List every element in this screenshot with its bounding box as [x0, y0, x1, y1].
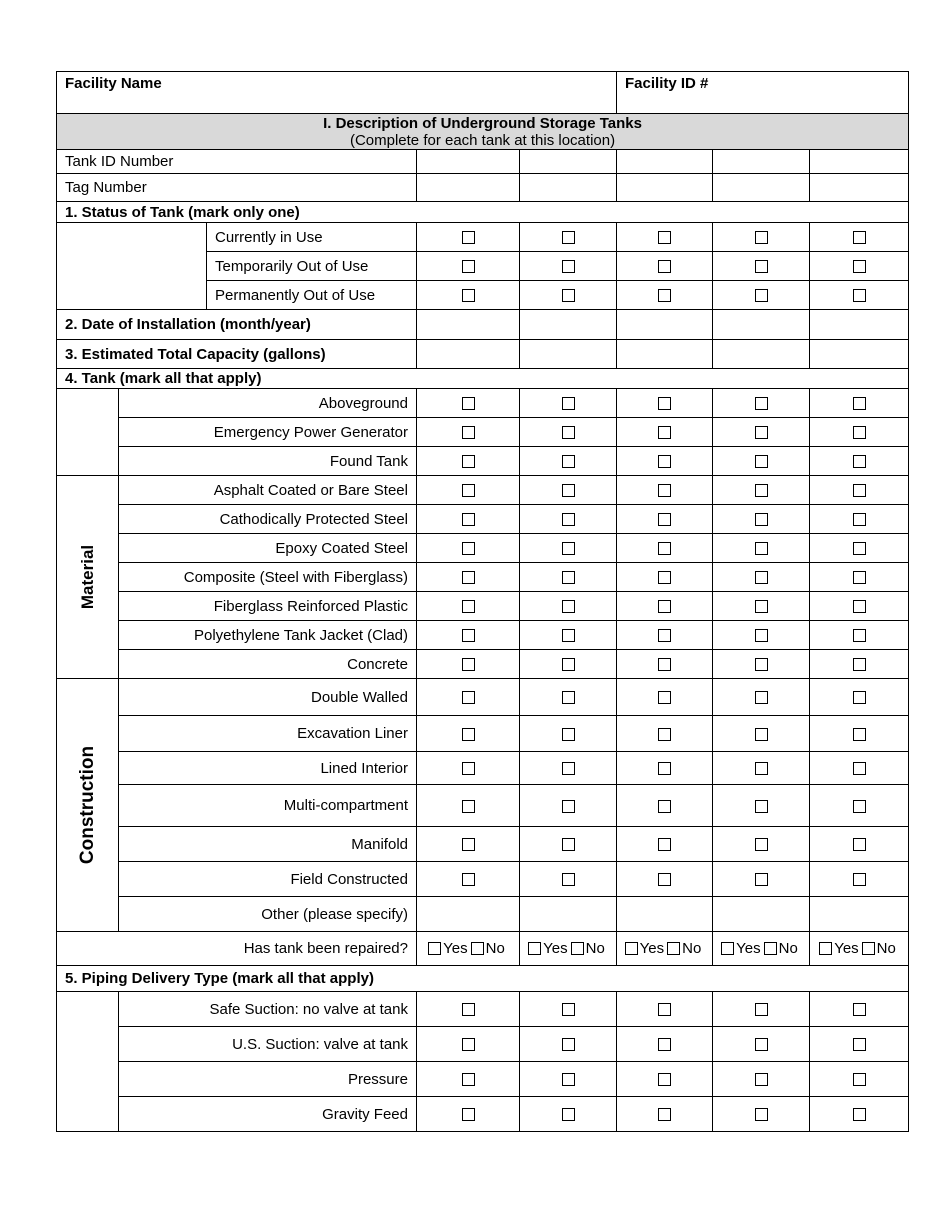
date-cell[interactable]: [713, 310, 810, 340]
checkbox[interactable]: [658, 397, 671, 410]
checkbox[interactable]: [755, 542, 768, 555]
tank-id-label: Tank ID Number: [57, 150, 417, 174]
tank-id-cell[interactable]: [417, 150, 520, 174]
checkbox[interactable]: [562, 455, 575, 468]
material-option-label: Epoxy Coated Steel: [119, 534, 417, 563]
checkbox[interactable]: [853, 1073, 866, 1086]
status-option-label: Currently in Use: [207, 223, 417, 252]
tag-number-label: Tag Number: [57, 174, 417, 202]
checkbox[interactable]: [755, 838, 768, 851]
other-specify-cell[interactable]: [810, 897, 909, 932]
checkbox[interactable]: [658, 513, 671, 526]
checkbox[interactable]: [462, 629, 475, 642]
checkbox[interactable]: [853, 838, 866, 851]
yes-label: Yes: [639, 940, 665, 958]
status-option-label: Temporarily Out of Use: [207, 252, 417, 281]
checkbox[interactable]: [755, 289, 768, 302]
checkbox[interactable]: [462, 728, 475, 741]
checkbox[interactable]: [853, 484, 866, 497]
tag-number-cell[interactable]: [520, 174, 617, 202]
checkbox[interactable]: [562, 1038, 575, 1051]
checkbox[interactable]: [853, 289, 866, 302]
construction-option-label: Double Walled: [119, 679, 417, 716]
piping-option-label: Gravity Feed: [119, 1097, 417, 1132]
facility-id-label: Facility ID #: [625, 75, 709, 92]
checkbox[interactable]: [853, 1003, 866, 1016]
checkbox[interactable]: [853, 629, 866, 642]
other-specify-cell[interactable]: [520, 897, 617, 932]
checkbox[interactable]: [462, 513, 475, 526]
checkbox[interactable]: [658, 691, 671, 704]
material-group: [57, 476, 119, 679]
checkbox[interactable]: [658, 455, 671, 468]
repaired-cell: [520, 932, 617, 966]
checkbox[interactable]: [853, 455, 866, 468]
checkbox[interactable]: [853, 260, 866, 273]
piping-title: 5. Piping Delivery Type (mark all that apply): [57, 966, 909, 992]
checkbox[interactable]: [853, 231, 866, 244]
checkbox[interactable]: [658, 629, 671, 642]
checkbox[interactable]: [755, 873, 768, 886]
checkbox[interactable]: [853, 542, 866, 555]
checkbox[interactable]: [562, 542, 575, 555]
construction-option-label: Field Constructed: [119, 862, 417, 897]
checkbox[interactable]: [462, 873, 475, 886]
checkbox[interactable]: [755, 484, 768, 497]
checkbox[interactable]: [755, 397, 768, 410]
no-label: No: [778, 940, 798, 958]
checkbox[interactable]: [755, 231, 768, 244]
checkbox[interactable]: [562, 600, 575, 613]
date-cell[interactable]: [520, 310, 617, 340]
yes-checkbox[interactable]: [625, 942, 638, 955]
checkbox[interactable]: [562, 838, 575, 851]
checkbox[interactable]: [755, 260, 768, 273]
checkbox[interactable]: [462, 397, 475, 410]
checkbox[interactable]: [562, 289, 575, 302]
yes-label: Yes: [443, 940, 468, 958]
yes-checkbox[interactable]: [819, 942, 832, 955]
section-header: [57, 114, 909, 150]
checkbox[interactable]: [853, 397, 866, 410]
repaired-cell: [417, 932, 520, 966]
yes-label: Yes: [736, 940, 761, 958]
checkbox[interactable]: [462, 838, 475, 851]
tank-id-cell[interactable]: [713, 150, 810, 174]
tank-option-label: Aboveground: [119, 389, 417, 418]
yes-label: Yes: [543, 940, 568, 958]
checkbox[interactable]: [462, 1003, 475, 1016]
checkbox[interactable]: [755, 762, 768, 775]
checkbox[interactable]: [755, 728, 768, 741]
checkbox[interactable]: [755, 800, 768, 813]
checkbox[interactable]: [562, 800, 575, 813]
capacity-cell[interactable]: [810, 340, 909, 369]
repaired-cell: [810, 932, 909, 966]
checkbox[interactable]: [562, 1073, 575, 1086]
checkbox[interactable]: [462, 762, 475, 775]
checkbox[interactable]: [562, 762, 575, 775]
construction-label: Construction: [76, 745, 98, 865]
checkbox[interactable]: [562, 484, 575, 497]
material-option-label: Asphalt Coated or Bare Steel: [119, 476, 417, 505]
piping-option-label: Safe Suction: no valve at tank: [119, 992, 417, 1027]
material-option-label: Fiberglass Reinforced Plastic: [119, 592, 417, 621]
checkbox[interactable]: [562, 658, 575, 671]
checkbox[interactable]: [462, 600, 475, 613]
date-cell[interactable]: [617, 310, 713, 340]
section-subtitle: (Complete for each tank at this location): [349, 131, 616, 149]
checkbox[interactable]: [658, 800, 671, 813]
status-title: 1. Status of Tank (mark only one): [57, 202, 909, 223]
checkbox[interactable]: [853, 571, 866, 584]
checkbox[interactable]: [658, 1073, 671, 1086]
no-checkbox[interactable]: [471, 942, 484, 955]
date-cell[interactable]: [417, 310, 520, 340]
facility-name-label: Facility Name: [65, 75, 162, 92]
tank-id-cell[interactable]: [617, 150, 713, 174]
checkbox[interactable]: [462, 800, 475, 813]
checkbox[interactable]: [462, 1038, 475, 1051]
checkbox[interactable]: [755, 658, 768, 671]
capacity-cell[interactable]: [713, 340, 810, 369]
checkbox[interactable]: [755, 1108, 768, 1121]
capacity-label: 3. Estimated Total Capacity (gallons): [57, 340, 417, 369]
checkbox[interactable]: [755, 1073, 768, 1086]
tank-title: 4. Tank (mark all that apply): [57, 369, 909, 389]
piping-blank: [57, 992, 119, 1132]
piping-option-label: Pressure: [119, 1062, 417, 1097]
facility-name-field[interactable]: [57, 72, 617, 114]
checkbox[interactable]: [462, 426, 475, 439]
checkbox[interactable]: [462, 1073, 475, 1086]
yes-checkbox[interactable]: [721, 942, 734, 955]
capacity-cell[interactable]: [417, 340, 520, 369]
checkbox[interactable]: [658, 1003, 671, 1016]
checkbox[interactable]: [755, 691, 768, 704]
no-checkbox[interactable]: [862, 942, 875, 955]
no-checkbox[interactable]: [764, 942, 777, 955]
checkbox[interactable]: [658, 658, 671, 671]
section-title: I. Description of Underground Storage Tanks: [323, 114, 642, 132]
checkbox[interactable]: [562, 1108, 575, 1121]
tag-number-cell[interactable]: [713, 174, 810, 202]
checkbox[interactable]: [658, 231, 671, 244]
checkbox[interactable]: [755, 629, 768, 642]
checkbox[interactable]: [462, 691, 475, 704]
checkbox[interactable]: [755, 1038, 768, 1051]
material-option-label: Composite (Steel with Fiberglass): [119, 563, 417, 592]
checkbox[interactable]: [853, 600, 866, 613]
material-option-label: Cathodically Protected Steel: [119, 505, 417, 534]
checkbox[interactable]: [562, 728, 575, 741]
checkbox[interactable]: [755, 1003, 768, 1016]
material-option-label: Concrete: [119, 650, 417, 679]
checkbox[interactable]: [562, 513, 575, 526]
checkbox[interactable]: [462, 455, 475, 468]
tank-id-cell[interactable]: [520, 150, 617, 174]
no-label: No: [682, 940, 702, 958]
yes-checkbox[interactable]: [428, 942, 441, 955]
checkbox[interactable]: [853, 762, 866, 775]
no-label: No: [485, 940, 505, 958]
no-label: No: [876, 940, 896, 958]
date-installation-label: 2. Date of Installation (month/year): [57, 310, 417, 340]
tag-number-cell[interactable]: [417, 174, 520, 202]
checkbox[interactable]: [658, 838, 671, 851]
other-specify-cell[interactable]: [417, 897, 520, 932]
checkbox[interactable]: [462, 542, 475, 555]
checkbox[interactable]: [658, 289, 671, 302]
repaired-cell: [713, 932, 810, 966]
construction-option-label: Multi-compartment: [119, 785, 417, 827]
yes-checkbox[interactable]: [528, 942, 541, 955]
checkbox[interactable]: [462, 571, 475, 584]
checkbox[interactable]: [853, 513, 866, 526]
checkbox[interactable]: [658, 260, 671, 273]
checkbox[interactable]: [658, 542, 671, 555]
tag-number-cell[interactable]: [617, 174, 713, 202]
checkbox[interactable]: [462, 260, 475, 273]
checkbox[interactable]: [562, 629, 575, 642]
tank-id-cell[interactable]: [810, 150, 909, 174]
facility-id-field[interactable]: [617, 72, 909, 114]
checkbox[interactable]: [853, 1038, 866, 1051]
construction-group: [57, 679, 119, 932]
construction-option-label: Excavation Liner: [119, 716, 417, 752]
checkbox[interactable]: [658, 600, 671, 613]
repaired-cell: [617, 932, 713, 966]
checkbox[interactable]: [562, 571, 575, 584]
checkbox[interactable]: [562, 426, 575, 439]
other-specify-cell[interactable]: [713, 897, 810, 932]
status-blank: [57, 223, 207, 310]
checkbox[interactable]: [755, 513, 768, 526]
checkbox[interactable]: [562, 231, 575, 244]
checkbox[interactable]: [658, 484, 671, 497]
checkbox[interactable]: [562, 873, 575, 886]
checkbox[interactable]: [658, 728, 671, 741]
no-checkbox[interactable]: [571, 942, 584, 955]
construction-option-label: Lined Interior: [119, 752, 417, 785]
piping-option-label: U.S. Suction: valve at tank: [119, 1027, 417, 1062]
checkbox[interactable]: [462, 484, 475, 497]
checkbox[interactable]: [658, 1108, 671, 1121]
checkbox[interactable]: [755, 600, 768, 613]
status-option-label: Permanently Out of Use: [207, 281, 417, 310]
tank-description-form: [56, 71, 909, 1132]
checkbox[interactable]: [462, 658, 475, 671]
checkbox[interactable]: [562, 260, 575, 273]
checkbox[interactable]: [658, 762, 671, 775]
checkbox[interactable]: [658, 426, 671, 439]
checkbox[interactable]: [755, 571, 768, 584]
checkbox[interactable]: [853, 691, 866, 704]
checkbox[interactable]: [853, 800, 866, 813]
checkbox[interactable]: [755, 455, 768, 468]
checkbox[interactable]: [853, 728, 866, 741]
construction-option-label: Manifold: [119, 827, 417, 862]
capacity-cell[interactable]: [520, 340, 617, 369]
checkbox[interactable]: [462, 231, 475, 244]
checkbox[interactable]: [658, 571, 671, 584]
checkbox[interactable]: [462, 289, 475, 302]
date-cell[interactable]: [810, 310, 909, 340]
checkbox[interactable]: [562, 691, 575, 704]
tank-option-label: Emergency Power Generator: [119, 418, 417, 447]
checkbox[interactable]: [658, 873, 671, 886]
checkbox[interactable]: [562, 1003, 575, 1016]
no-checkbox[interactable]: [667, 942, 680, 955]
checkbox[interactable]: [462, 1108, 475, 1121]
checkbox[interactable]: [853, 1108, 866, 1121]
checkbox[interactable]: [755, 426, 768, 439]
other-specify-label: Other (please specify): [119, 897, 417, 932]
capacity-cell[interactable]: [617, 340, 713, 369]
tank-option-label: Found Tank: [119, 447, 417, 476]
checkbox[interactable]: [562, 397, 575, 410]
checkbox[interactable]: [853, 873, 866, 886]
tag-number-cell[interactable]: [810, 174, 909, 202]
repaired-question: Has tank been repaired?: [57, 932, 417, 966]
yes-label: Yes: [834, 940, 859, 958]
other-specify-cell[interactable]: [617, 897, 713, 932]
material-option-label: Polyethylene Tank Jacket (Clad): [119, 621, 417, 650]
checkbox[interactable]: [658, 1038, 671, 1051]
tank-general-blank: [57, 389, 119, 476]
material-label: Material: [77, 544, 97, 610]
no-label: No: [585, 940, 605, 958]
checkbox[interactable]: [853, 426, 866, 439]
checkbox[interactable]: [853, 658, 866, 671]
